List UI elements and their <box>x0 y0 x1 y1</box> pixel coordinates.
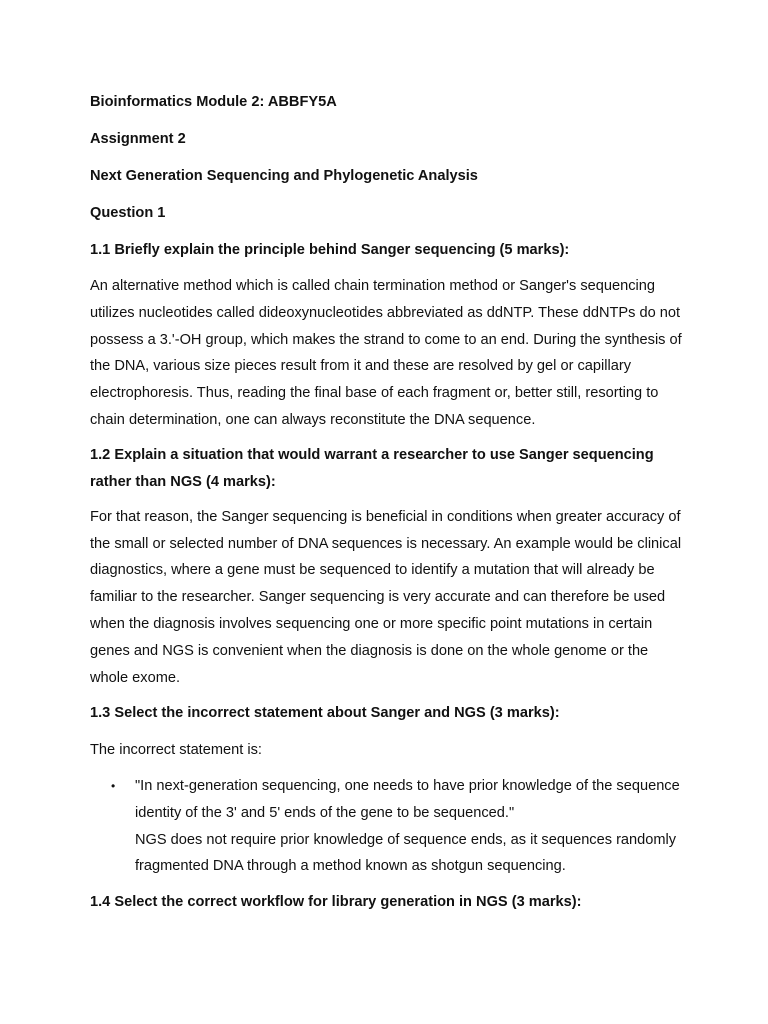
module-title: Bioinformatics Module 2: ABBFY5A <box>90 94 337 110</box>
incorrect-statement-quote: "In next-generation sequencing, one needs to have prior knowledge of the sequence identity of the 3' and 5' ends of the gene to be sequenced." <box>135 778 680 821</box>
q1-1-answer: An alternative method which is called chain termination method or Sanger's sequencing utilizes nucleotides called dideoxynucleotides abbreviated as ddNTP. These ddNTPs do not possess a 3.'-OH group, which makes the strand to come to an end. During the synthesis of the DNA, various size pieces result from it and these are resolved by gel or capillary electrophoresis. Thus, reading the final base of each fragment or, better still, resorting to chain determination, one can always reconstitute the DNA sequence. <box>90 278 682 428</box>
assignment-title: Assignment 2 <box>90 131 186 147</box>
q1-1-heading: 1.1 Briefly explain the principle behind Sanger sequencing (5 marks): <box>90 242 570 258</box>
q1-4-heading: 1.4 Select the correct workflow for library generation in NGS (3 marks): <box>90 893 582 910</box>
q1-2-answer: For that reason, the Sanger sequencing is beneficial in conditions when greater accuracy of the small or selected number of DNA sequences is necessary. An example would be clinical diagnostics, where a gene must be sequenced to identify a mutation that will already be familiar to the researcher. Sanger sequencing is very accurate and can therefore be used when the diagnosis involves sequencing one or more specific point mutations in certain genes and NGS is convenient when the diagnosis is done on the whole genome or the whole exome. <box>90 508 682 686</box>
question-title: Question 1 <box>90 205 166 221</box>
q1-2-heading: 1.2 Explain a situation that would warrant a researcher to use Sanger sequencing rather than NGS (4 marks): <box>90 446 654 490</box>
q1-3-bullet-list <box>90 773 690 879</box>
q1-3-heading: 1.3 Select the incorrect statement about Sanger and NGS (3 marks): <box>90 705 560 722</box>
document-body <box>90 92 690 929</box>
q1-3-intro: The incorrect statement is: <box>90 742 262 759</box>
incorrect-statement-explanation: NGS does not require prior knowledge of sequence ends, as it sequences randomly fragmented DNA through a method known as shotgun sequencing. <box>135 831 677 875</box>
bullet-icon: • <box>111 779 116 794</box>
subject-title: Next Generation Sequencing and Phylogenetic Analysis <box>90 168 478 184</box>
list-item <box>90 773 690 879</box>
